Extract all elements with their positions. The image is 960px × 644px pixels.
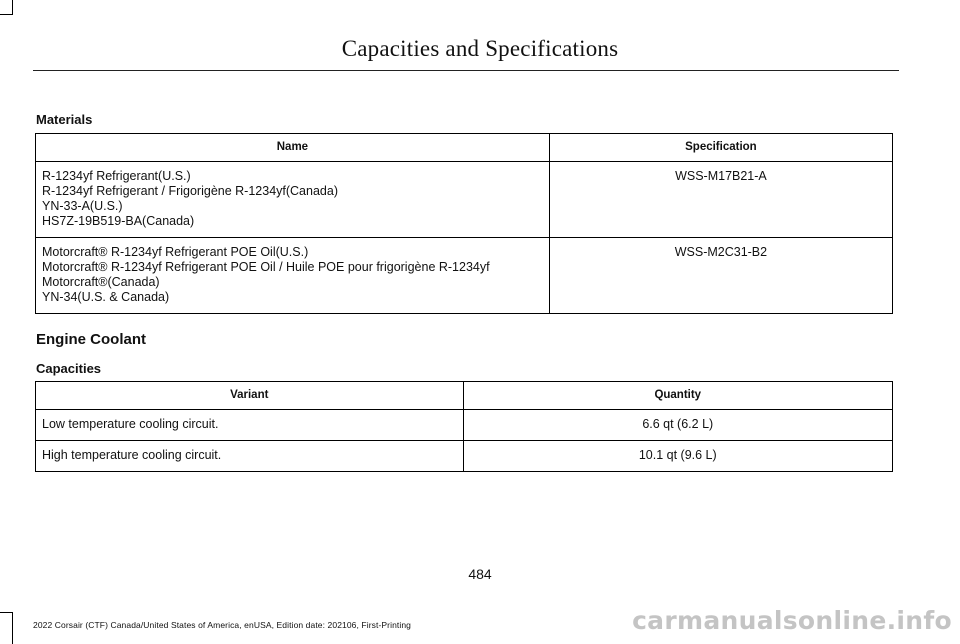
table-row: [36, 441, 893, 472]
table-header-row: [36, 382, 893, 410]
table-row: [36, 162, 893, 238]
page-title: Capacities and Specifications: [341, 36, 619, 61]
material-name-line: R-1234yf Refrigerant(U.S.): [42, 169, 191, 183]
material-name-line: R-1234yf Refrigerant / Frigorigène R-1234yf(Canada): [42, 184, 338, 198]
materials-heading: Materials: [36, 112, 93, 127]
edition-footer: 2022 Corsair (CTF) Canada/United States of America, enUSA, Edition date: 202106, First-Printing: [33, 620, 412, 630]
table-row: [36, 238, 893, 314]
table-row: [36, 410, 893, 441]
material-name-line: YN-34(U.S. & Canada): [42, 290, 170, 304]
column-header-name: Name: [36, 134, 550, 162]
variant-cell: High temperature cooling circuit.: [36, 441, 464, 472]
watermark: carmanualsonline.info: [632, 606, 952, 635]
page-number: 484: [468, 566, 492, 582]
crop-mark-top-left: [0, 0, 13, 15]
column-header-specification: Specification: [549, 134, 892, 162]
material-name-line: Motorcraft®(Canada): [42, 275, 160, 289]
column-header-quantity: Quantity: [463, 382, 892, 410]
capacities-heading: Capacities: [36, 361, 102, 376]
variant-cell: Low temperature cooling circuit.: [36, 410, 464, 441]
material-name-line: Motorcraft® R-1234yf Refrigerant POE Oil / Huile POE pour frigorigène R-1234yf: [42, 260, 490, 274]
material-name-cell: [36, 238, 550, 314]
material-specification-cell: WSS-M2C31-B2: [549, 238, 892, 314]
material-specification-cell: WSS-M17B21-A: [549, 162, 892, 238]
material-name-line: Motorcraft® R-1234yf Refrigerant POE Oil(U.S.): [42, 245, 309, 259]
material-name-line: YN-33-A(U.S.): [42, 199, 123, 213]
crop-mark-bottom-left: [0, 612, 13, 644]
table-header-row: [36, 134, 893, 162]
quantity-cell: 10.1 qt (9.6 L): [463, 441, 892, 472]
material-name-cell: [36, 162, 550, 238]
quantity-cell: 6.6 qt (6.2 L): [463, 410, 892, 441]
materials-table: [35, 133, 893, 314]
column-header-variant: Variant: [36, 382, 464, 410]
title-divider: [33, 70, 899, 71]
material-name-line: HS7Z-19B519-BA(Canada): [42, 214, 195, 228]
coolant-capacities-table: [35, 381, 893, 472]
engine-coolant-heading: Engine Coolant: [36, 331, 146, 348]
